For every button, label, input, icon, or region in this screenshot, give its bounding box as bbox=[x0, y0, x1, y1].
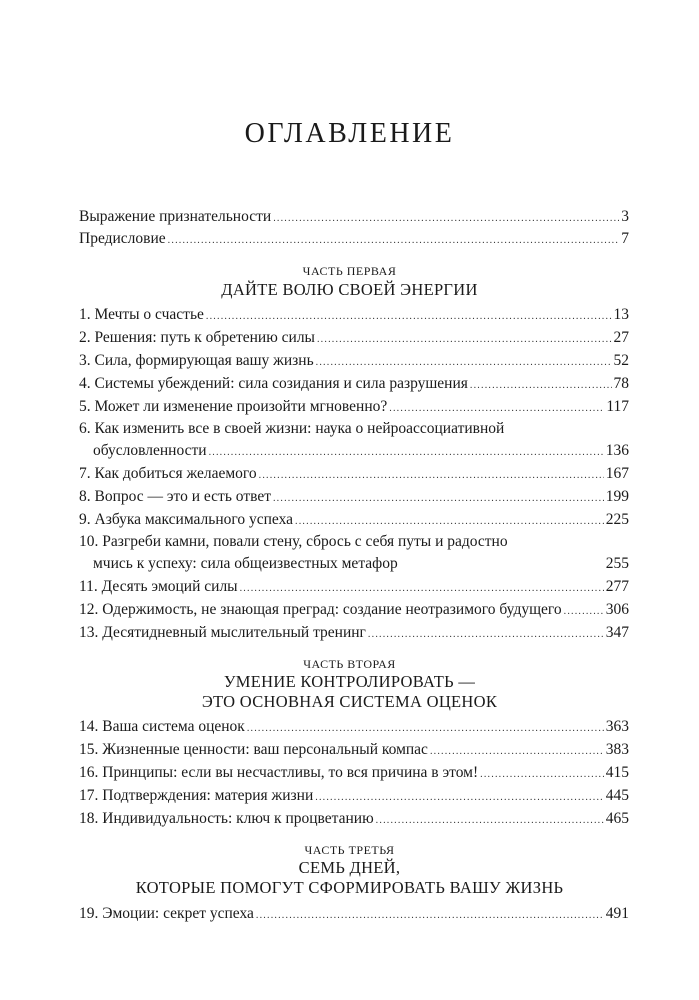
toc-entry-page: 347 bbox=[605, 624, 629, 641]
toc-entry-first-line: 10. Разгреби камни, повали стену, сбрось с себя путы и радостно bbox=[79, 533, 508, 550]
toc-entry bbox=[93, 441, 629, 461]
toc-entry-text: Предисловие bbox=[79, 230, 166, 247]
toc-entry-first-line: 6. Как изменить все в своей жизни: наука о нейроассоциативной bbox=[79, 420, 505, 437]
dot-leader bbox=[256, 906, 604, 926]
part-title: СЕМЬ ДНЕЙ, bbox=[298, 858, 401, 877]
toc-entry bbox=[79, 600, 629, 620]
toc-entry bbox=[79, 623, 629, 643]
toc-entry-page: 255 bbox=[605, 555, 629, 572]
toc-entry bbox=[79, 763, 629, 783]
dot-leader bbox=[430, 742, 604, 762]
toc-entry bbox=[93, 554, 629, 574]
toc-entry bbox=[79, 328, 629, 348]
part-title: ЭТО ОСНОВНАЯ СИСТЕМА ОЦЕНОК bbox=[201, 692, 498, 711]
toc-entry bbox=[79, 577, 629, 597]
toc-entry-page: 491 bbox=[605, 905, 629, 922]
toc-entry bbox=[79, 351, 629, 371]
toc-entry-page: 225 bbox=[605, 511, 629, 528]
toc-entry bbox=[79, 809, 629, 829]
dot-leader bbox=[273, 209, 619, 229]
toc-entry-text: Выражение признательности bbox=[79, 208, 272, 225]
toc-entry-page: 13 bbox=[613, 306, 629, 323]
toc-entry bbox=[79, 717, 629, 737]
toc-entry-page: 277 bbox=[605, 578, 629, 595]
toc-entry-text: 17. Подтверждения: материя жизни bbox=[79, 787, 314, 804]
toc-entry-page: 167 bbox=[605, 465, 629, 482]
part-title: КОТОРЫЕ ПОМОГУТ СФОРМИРОВАТЬ ВАШУ ЖИЗНЬ bbox=[135, 878, 564, 897]
toc-entry-text: 8. Вопрос — это и есть ответ bbox=[79, 488, 271, 505]
toc-entry-page: 445 bbox=[605, 787, 629, 804]
dot-leader bbox=[273, 489, 604, 509]
toc-entry bbox=[79, 229, 629, 249]
part-label: ЧАСТЬ ПЕРВАЯ bbox=[302, 264, 397, 278]
toc-entry-text: 11. Десять эмоций силы bbox=[79, 578, 238, 595]
part-label: ЧАСТЬ ТРЕТЬЯ bbox=[304, 843, 395, 857]
page-title: ОГЛАВЛЕНИЕ bbox=[244, 118, 455, 149]
toc-entry-text: 19. Эмоции: секрет успеха bbox=[79, 905, 254, 922]
dot-leader bbox=[564, 602, 604, 622]
toc-entry-text: 14. Ваша система оценок bbox=[79, 718, 245, 735]
toc-entry bbox=[79, 464, 629, 484]
toc-entry-page: 465 bbox=[605, 810, 629, 827]
toc-entry-text: 15. Жизненные ценности: ваш персональный компас bbox=[79, 741, 428, 758]
toc-entry bbox=[79, 305, 629, 325]
toc-entry-page: 199 bbox=[605, 488, 629, 505]
toc-entry-page: 3 bbox=[621, 208, 629, 225]
dot-leader bbox=[240, 579, 604, 599]
dot-leader bbox=[315, 788, 604, 808]
toc-entry-page: 383 bbox=[605, 741, 629, 758]
dot-leader bbox=[376, 811, 604, 831]
part-title: ДАЙТЕ ВОЛЮ СВОЕЙ ЭНЕРГИИ bbox=[221, 280, 478, 299]
dot-leader bbox=[480, 765, 604, 785]
toc-entry bbox=[79, 904, 629, 924]
toc-entry-page: 136 bbox=[605, 442, 629, 459]
dot-leader bbox=[470, 376, 612, 396]
dot-leader bbox=[247, 719, 604, 739]
toc-entry-text: 12. Одержимость, не знающая преград: создание неотразимого будущего bbox=[79, 601, 562, 618]
toc-entry-text: 16. Принципы: если вы несчастливы, то вся причина в этом! bbox=[79, 764, 479, 781]
toc-entry-page: 7 bbox=[621, 230, 629, 247]
toc-entry-text: 1. Мечты о счастье bbox=[79, 306, 204, 323]
toc-entry bbox=[79, 374, 629, 394]
dot-leader bbox=[209, 443, 604, 463]
toc-entry-page: 78 bbox=[613, 375, 629, 392]
toc-entry-page: 363 bbox=[605, 718, 629, 735]
dot-leader bbox=[295, 512, 604, 532]
toc-entry-text: 4. Системы убеждений: сила созидания и сила разрушения bbox=[79, 375, 468, 392]
toc-entry bbox=[79, 740, 629, 760]
toc-entry bbox=[79, 397, 629, 417]
dot-leader bbox=[259, 466, 604, 486]
toc-entry-text: 18. Индивидуальность: ключ к процветанию bbox=[79, 810, 374, 827]
dot-leader bbox=[206, 307, 612, 327]
toc-entry-text: мчись к успеху: сила общеизвестных метафор bbox=[93, 555, 398, 572]
part-title: УМЕНИЕ КОНТРОЛИРОВАТЬ — bbox=[223, 672, 476, 691]
dot-leader bbox=[368, 625, 604, 645]
toc-entry bbox=[79, 487, 629, 507]
toc-entry-text: 9. Азбука максимального успеха bbox=[79, 511, 294, 528]
toc-entry-text: обусловленности bbox=[93, 442, 207, 459]
toc-entry-page: 52 bbox=[613, 352, 629, 369]
dot-leader bbox=[389, 399, 604, 419]
dot-leader bbox=[317, 330, 612, 350]
toc-entry-text: 7. Как добиться желаемого bbox=[79, 465, 257, 482]
toc-entry bbox=[79, 510, 629, 530]
toc-entry bbox=[79, 786, 629, 806]
toc-entry-page: 306 bbox=[605, 601, 629, 618]
part-label: ЧАСТЬ ВТОРАЯ bbox=[303, 657, 396, 671]
toc-entry-page: 415 bbox=[605, 764, 629, 781]
toc-entry-text: 3. Сила, формирующая вашу жизнь bbox=[79, 352, 314, 369]
toc-entry-page: 117 bbox=[606, 398, 629, 415]
toc-entry-text: 5. Может ли изменение произойти мгновенно? bbox=[79, 398, 388, 415]
toc-entry-page: 27 bbox=[613, 329, 629, 346]
toc-entry-text: 13. Десятидневный мыслительный тренинг bbox=[79, 624, 366, 641]
toc-entry-text: 2. Решения: путь к обретению силы bbox=[79, 329, 315, 346]
toc-entry bbox=[79, 207, 629, 227]
dot-leader bbox=[316, 353, 612, 373]
dot-leader bbox=[168, 231, 620, 251]
